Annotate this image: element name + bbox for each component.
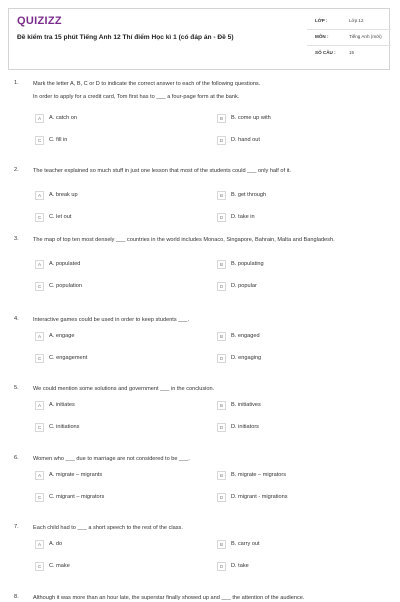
option-text[interactable]: D. take in <box>231 214 255 220</box>
option-text[interactable]: C. make <box>49 563 70 569</box>
question-number: 8. <box>14 594 19 600</box>
question-number: 5. <box>14 385 19 391</box>
option-letter-box[interactable]: C <box>35 493 44 502</box>
question-number: 1. <box>14 80 19 86</box>
option-text[interactable]: A. catch on <box>49 115 77 121</box>
meta-label: MÔN : <box>315 34 329 39</box>
meta-table <box>307 9 391 69</box>
meta-row-class <box>307 14 391 30</box>
option-letter-box[interactable]: C <box>35 136 44 145</box>
option-letter-box[interactable]: D <box>217 493 226 502</box>
option-text[interactable]: C. let out <box>49 214 72 220</box>
option-letter-box[interactable]: C <box>35 423 44 432</box>
question-text: Women who ___ due to marriage are not considered to be ___. <box>33 456 190 462</box>
question-text: The teacher explained so much stuff in just one lesson that most of the students could ___ only half of it. <box>33 168 291 174</box>
option-text[interactable]: A. populated <box>49 261 81 267</box>
question-text: Mark the letter A, B, C or D to indicate the correct answer to each of the following questions. <box>33 81 261 87</box>
option-text[interactable]: A. break up <box>49 192 78 198</box>
option-letter-box[interactable]: B <box>217 191 226 200</box>
question-text: We could mention some solutions and government ___ in the conclusion. <box>33 386 215 392</box>
option-letter-box[interactable]: A <box>35 401 44 410</box>
option-text[interactable]: B. engaged <box>231 333 260 339</box>
option-letter-box[interactable]: D <box>217 423 226 432</box>
option-text[interactable]: B. populating <box>231 261 264 267</box>
option-text[interactable]: B. get through <box>231 192 267 198</box>
quizizz-logo: QUIZIZZ <box>17 15 62 27</box>
option-letter-box[interactable]: A <box>35 191 44 200</box>
option-text[interactable]: B. carry out <box>231 541 260 547</box>
option-letter-box[interactable]: D <box>217 136 226 145</box>
meta-row-subject <box>307 30 391 46</box>
question-number: 7. <box>14 524 19 530</box>
option-text[interactable]: C. population <box>49 283 82 289</box>
option-text[interactable]: A. initiates <box>49 402 75 408</box>
question-number: 6. <box>14 455 19 461</box>
document-title: Đề kiểm tra 15 phút Tiếng Anh 12 Thí điểm Học kì 1 (có đáp án - Đề 5) <box>17 34 234 41</box>
question-text: Each child had to ___ a short speech to the rest of the class. <box>33 525 183 531</box>
option-text[interactable]: B. come up with <box>231 115 271 121</box>
document-header <box>8 8 390 70</box>
option-letter-box[interactable]: D <box>217 213 226 222</box>
option-letter-box[interactable]: B <box>217 540 226 549</box>
option-letter-box[interactable]: B <box>217 471 226 480</box>
meta-row-count <box>307 46 391 61</box>
option-text[interactable]: C. engagement <box>49 355 88 361</box>
option-text[interactable]: B. initiatives <box>231 402 261 408</box>
question-text: Interactive games could be used in order to keep students ___. <box>33 317 190 323</box>
question-text: Although it was more than an hour late, the superstar finally showed up and ___ the attention of the audience. <box>33 595 305 601</box>
option-letter-box[interactable]: A <box>35 471 44 480</box>
option-letter-box[interactable]: A <box>35 114 44 123</box>
option-letter-box[interactable]: B <box>217 401 226 410</box>
meta-value: 15 <box>349 50 355 55</box>
option-letter-box[interactable]: A <box>35 540 44 549</box>
meta-label: LỚP : <box>315 18 328 23</box>
option-text[interactable]: D. engaging <box>231 355 262 361</box>
option-text[interactable]: D. initiators <box>231 424 259 430</box>
option-text[interactable]: A. migrate – migrants <box>49 472 103 478</box>
option-text[interactable]: C. initiations <box>49 424 80 430</box>
option-letter-box[interactable]: C <box>35 562 44 571</box>
option-text[interactable]: B. migrate – migrators <box>231 472 287 478</box>
question-subtext: In order to apply for a credit card, Tom first has to ___ a four-page form at the bank. <box>33 94 240 100</box>
option-text[interactable]: D. take <box>231 563 249 569</box>
option-letter-box[interactable]: D <box>217 354 226 363</box>
option-letter-box[interactable]: D <box>217 282 226 291</box>
question-text: The map of top ten most densely ___ countries in the world includes Monaco, Singapore, Bahrain, Malta and Bangladesh. <box>33 237 335 243</box>
option-letter-box[interactable]: C <box>35 213 44 222</box>
option-text[interactable]: C. migrant – migrators <box>49 494 105 500</box>
meta-value: Lớp 12 <box>349 18 364 23</box>
option-letter-box[interactable]: B <box>217 260 226 269</box>
option-text[interactable]: A. engage <box>49 333 75 339</box>
option-letter-box[interactable]: A <box>35 332 44 341</box>
option-letter-box[interactable]: B <box>217 114 226 123</box>
option-text[interactable]: C. fill in <box>49 137 68 143</box>
question-number: 3. <box>14 236 19 242</box>
option-text[interactable]: D. popular <box>231 283 257 289</box>
option-text[interactable]: D. hand out <box>231 137 260 143</box>
option-letter-box[interactable]: A <box>35 260 44 269</box>
meta-label: SỐ CÂU : <box>315 50 336 55</box>
question-number: 4. <box>14 316 19 322</box>
option-letter-box[interactable]: B <box>217 332 226 341</box>
option-letter-box[interactable]: C <box>35 354 44 363</box>
option-letter-box[interactable]: C <box>35 282 44 291</box>
meta-value: Tiếng Anh (mới) <box>349 34 382 39</box>
option-text[interactable]: D. migrant - migrations <box>231 494 288 500</box>
option-letter-box[interactable]: D <box>217 562 226 571</box>
question-number: 2. <box>14 167 19 173</box>
option-text[interactable]: A. do <box>49 541 63 547</box>
